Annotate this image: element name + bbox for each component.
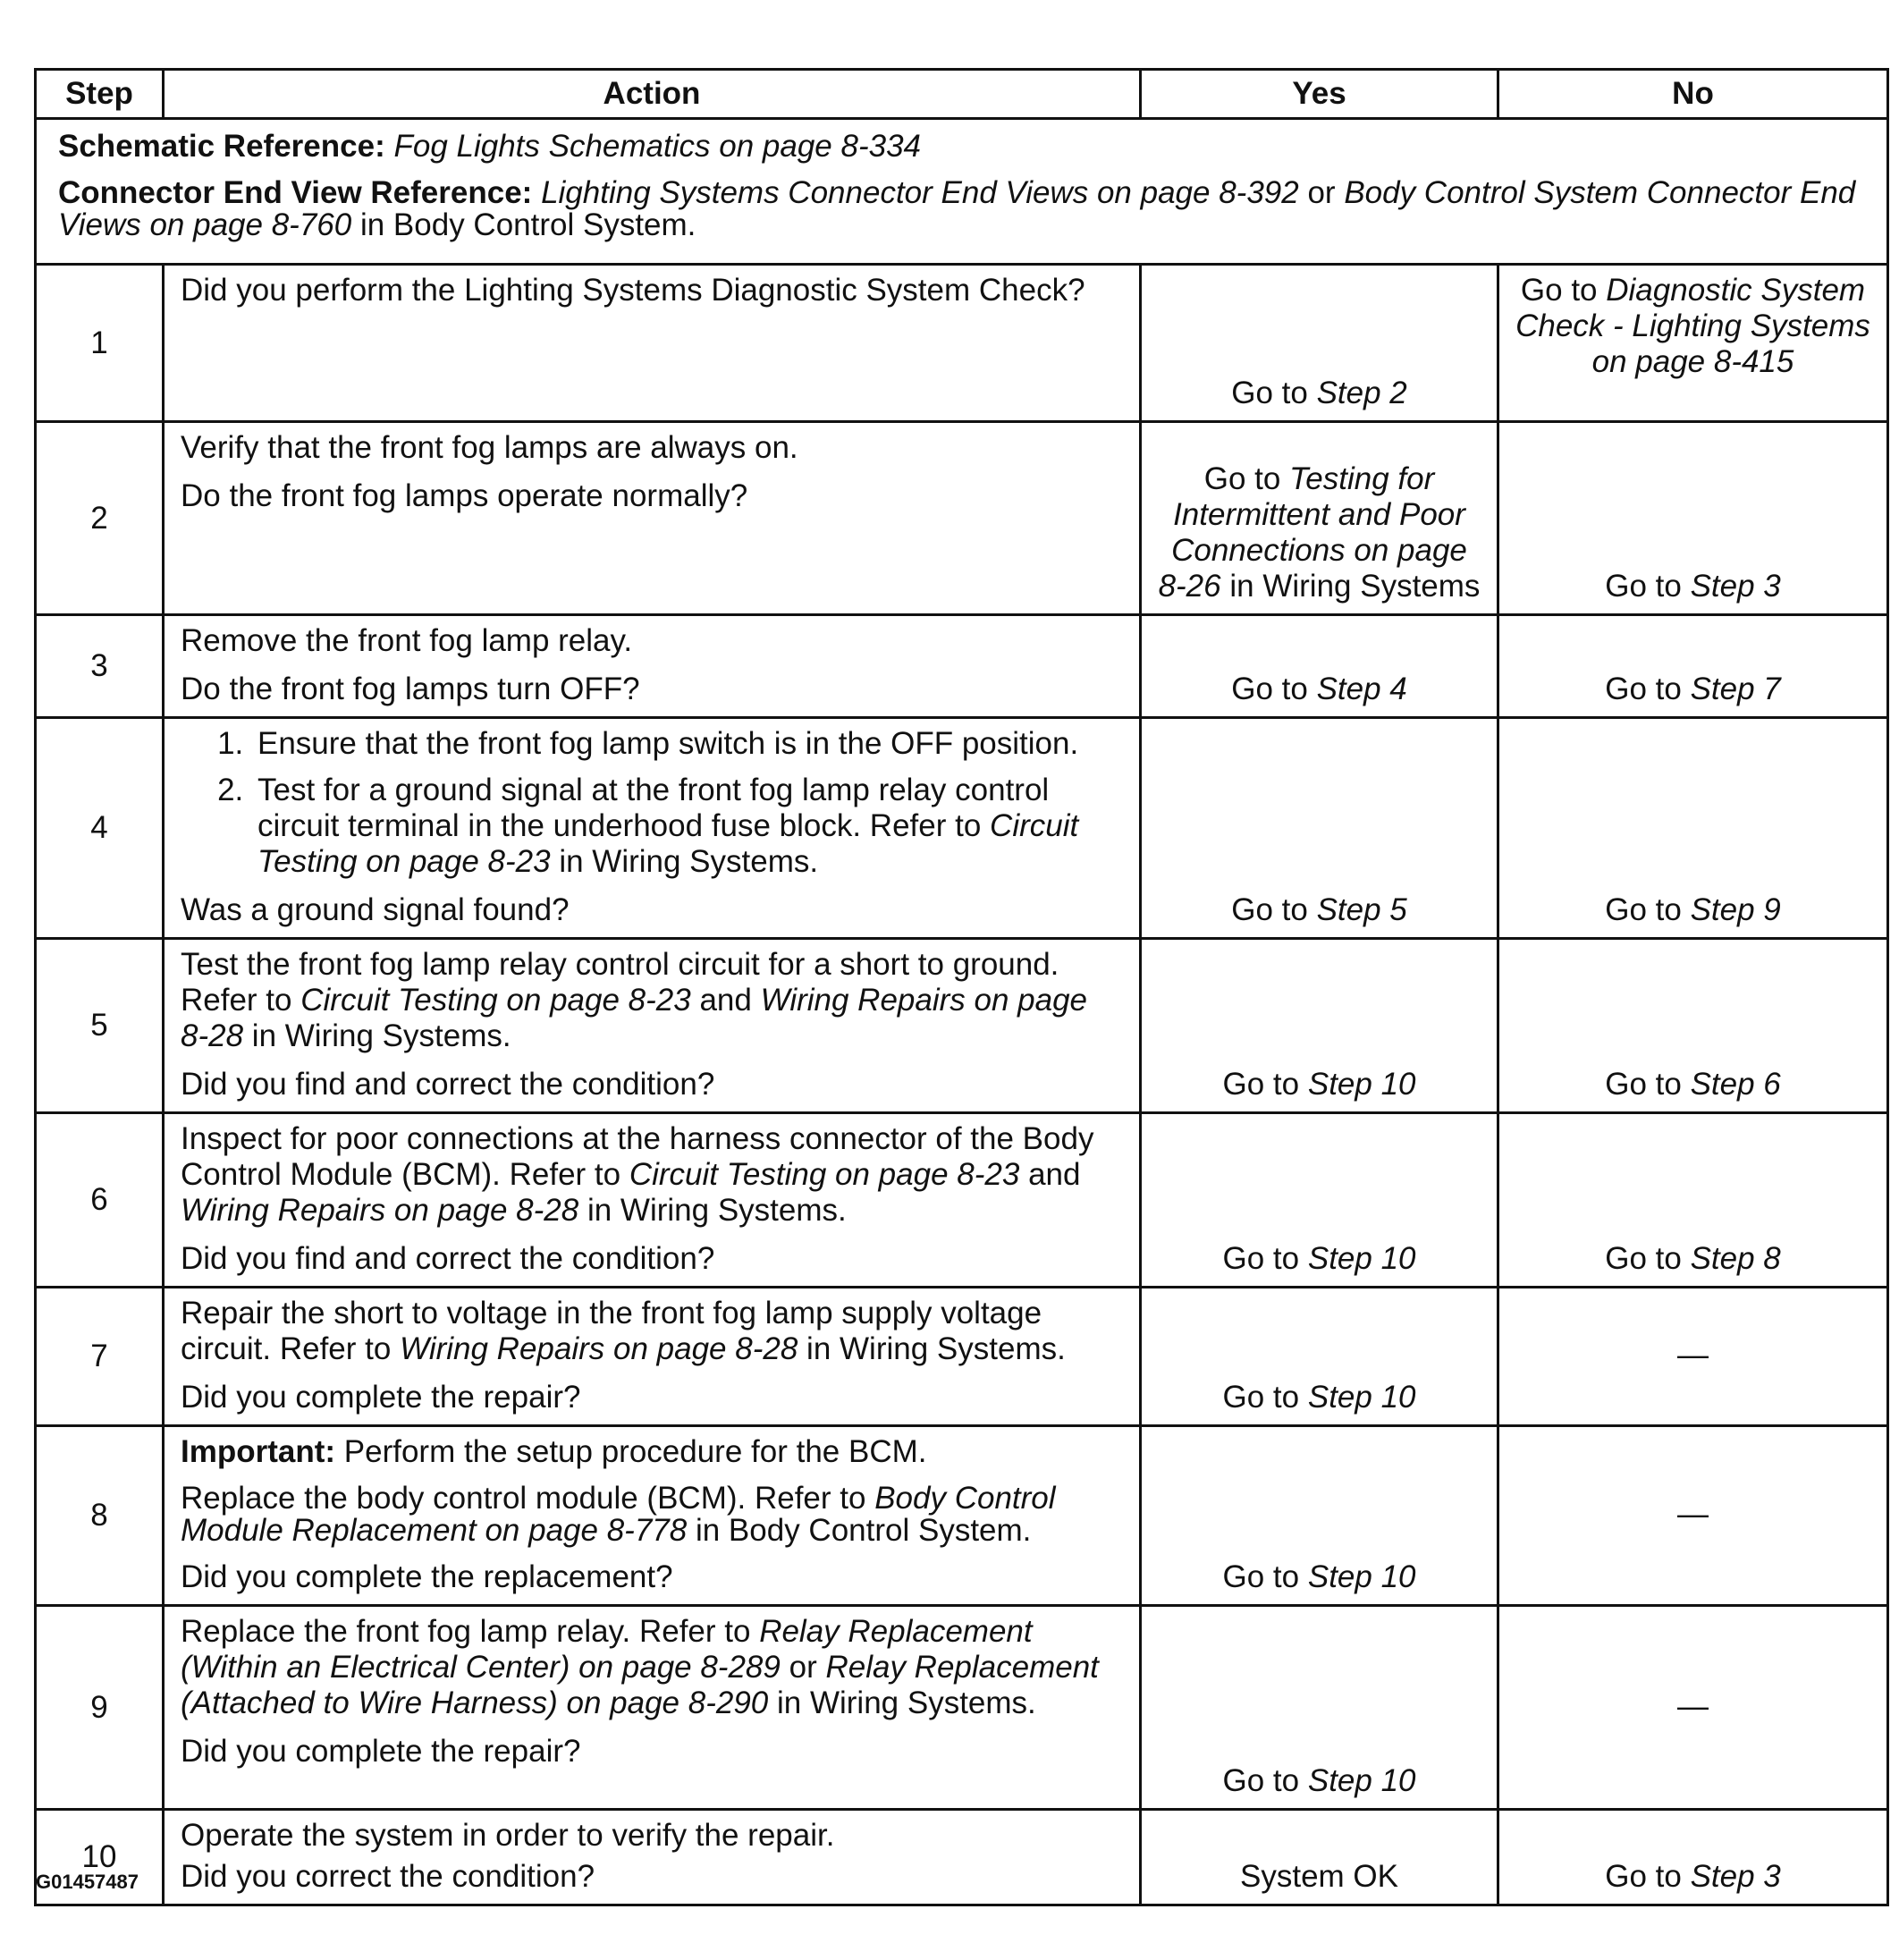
yes-prefix: Go to: [1222, 1763, 1300, 1798]
connector-link-2[interactable]: Body Control System Connector End Views on page 8-760: [58, 175, 1856, 242]
action-cell: [164, 265, 1141, 422]
table-row: [36, 422, 1888, 615]
diagnostic-table-container: [34, 68, 1886, 1906]
action-question: Did you perform the Lighting Systems Diagnostic System Check?: [181, 273, 1085, 308]
important-label: Important:: [181, 1434, 336, 1469]
no-cell: [1498, 1426, 1888, 1606]
action-steps-list: [181, 726, 1123, 880]
yes-prefix: Go to: [1222, 1559, 1300, 1594]
schematic-label: Schematic Reference:: [58, 129, 385, 164]
header-action: Action: [164, 70, 1141, 119]
table-row: [36, 265, 1888, 422]
yes-link[interactable]: Step 10: [1307, 1380, 1416, 1415]
no-cell: [1498, 265, 1888, 422]
no-prefix: Go to: [1605, 1067, 1682, 1102]
yes-cell: [1141, 939, 1498, 1113]
yes-prefix: Go to: [1203, 461, 1281, 496]
header-step: Step: [36, 70, 164, 119]
action-text-part: in Wiring Systems.: [806, 1331, 1066, 1366]
yes-link[interactable]: Step 4: [1316, 672, 1407, 706]
action-link[interactable]: Wiring Repairs on page 8-28: [400, 1331, 798, 1366]
action-question: Do the front fog lamps turn OFF?: [181, 672, 640, 706]
yes-cell: [1141, 1113, 1498, 1288]
yes-cell: [1141, 1606, 1498, 1810]
schematic-link[interactable]: Fog Lights Schematics on page 8-334: [393, 129, 921, 164]
action-question: Did you correct the condition?: [181, 1859, 595, 1894]
connector-or: or: [1307, 175, 1336, 210]
action-link[interactable]: Body Control Module Replacement on page 8-778: [181, 1481, 1056, 1548]
reference-cell: [36, 119, 1888, 265]
no-link[interactable]: Step 7: [1690, 672, 1781, 706]
no-prefix: Go to: [1520, 273, 1598, 308]
list-item: 1. Ensure that the front fog lamp switch is in the OFF position.: [252, 726, 1123, 762]
action-text: [181, 947, 1123, 1054]
no-cell: [1498, 939, 1888, 1113]
yes-prefix: Go to: [1222, 1241, 1300, 1276]
yes-link[interactable]: Step 10: [1307, 1241, 1416, 1276]
yes-link[interactable]: Step 10: [1307, 1067, 1416, 1102]
no-cell: [1498, 1810, 1888, 1905]
step-number: 4: [36, 718, 164, 939]
yes-prefix: Go to: [1231, 892, 1308, 927]
list-item: [252, 773, 1123, 880]
connector-tail: in Body Control System.: [359, 207, 696, 242]
action-cell: [164, 718, 1141, 939]
yes-link[interactable]: Step 10: [1307, 1559, 1416, 1594]
action-question: Did you complete the repair?: [181, 1734, 581, 1769]
no-cell: [1498, 1288, 1888, 1426]
action-cell: [164, 615, 1141, 718]
step-number: 6: [36, 1113, 164, 1288]
action-question: Did you find and correct the condition?: [181, 1241, 715, 1276]
yes-cell: [1141, 422, 1498, 615]
action-cell: [164, 939, 1141, 1113]
action-link[interactable]: Wiring Repairs on page 8-28: [181, 1193, 579, 1228]
action-question: Did you complete the repair?: [181, 1380, 581, 1415]
action-link[interactable]: Wiring Repairs on page 8-28: [181, 983, 1088, 1053]
action-text-part: in Body Control System.: [695, 1513, 1032, 1548]
yes-cell: [1141, 265, 1498, 422]
schematic-reference: [58, 129, 1869, 165]
action-text-part: Repair the short to voltage in the front fog lamp supply voltage circuit. Refer to: [181, 1296, 1042, 1366]
yes-cell: [1141, 615, 1498, 718]
action-text-part: in Wiring Systems.: [251, 1018, 511, 1053]
list-item-text: Test for a ground signal at the front fog lamp relay control circuit terminal in the underhood fuse block. Refer to: [257, 773, 1050, 843]
no-link[interactable]: Step 6: [1690, 1067, 1781, 1102]
diagnostic-table: [34, 68, 1889, 1906]
important-text: Perform the setup procedure for the BCM.: [343, 1434, 927, 1469]
no-prefix: Go to: [1605, 672, 1682, 706]
step-number: 7: [36, 1288, 164, 1426]
connector-reference: [58, 177, 1869, 241]
important-note: [181, 1434, 1123, 1470]
no-dash: —: [1677, 1688, 1709, 1724]
action-question: Did you find and correct the condition?: [181, 1067, 715, 1102]
action-link[interactable]: Circuit Testing on page 8-23: [300, 983, 691, 1018]
action-text: Remove the front fog lamp relay.: [181, 623, 633, 658]
step-number: 8: [36, 1426, 164, 1606]
table-row: [36, 1606, 1888, 1810]
figure-id: G01457487: [36, 1871, 139, 1893]
action-text-part: in Wiring Systems.: [587, 1193, 847, 1228]
step-number: 2: [36, 422, 164, 615]
table-row: [36, 1810, 1888, 1905]
no-link[interactable]: Step 9: [1690, 892, 1781, 927]
no-cell: [1498, 615, 1888, 718]
action-cell: [164, 422, 1141, 615]
yes-suffix: in Wiring Systems: [1229, 569, 1481, 604]
no-dash: —: [1677, 1497, 1709, 1532]
no-dash: —: [1677, 1338, 1709, 1373]
no-cell: [1498, 1113, 1888, 1288]
action-cell: [164, 1288, 1141, 1426]
action-text: [181, 1296, 1123, 1367]
step-number: 3: [36, 615, 164, 718]
action-text-part: or: [789, 1650, 817, 1685]
yes-link[interactable]: Step 10: [1307, 1763, 1416, 1798]
action-text: [181, 1483, 1123, 1547]
action-cell: [164, 1606, 1141, 1810]
action-text: [181, 1121, 1123, 1229]
action-link[interactable]: Circuit Testing on page 8-23: [629, 1157, 1020, 1192]
no-link[interactable]: Step 3: [1690, 569, 1781, 604]
yes-link[interactable]: Step 5: [1316, 892, 1407, 927]
no-cell: [1498, 718, 1888, 939]
yes-link[interactable]: Step 2: [1316, 376, 1407, 410]
action-text: Verify that the front fog lamps are always on.: [181, 430, 798, 465]
action-text-part: Test the front fog lamp relay control circuit for a short to ground. Refer to: [181, 947, 1059, 1018]
action-cell: [164, 1426, 1141, 1606]
yes-cell: [1141, 1426, 1498, 1606]
connector-label: Connector End View Reference:: [58, 175, 533, 210]
action-text-part: and: [699, 983, 752, 1018]
yes-prefix: Go to: [1222, 1067, 1300, 1102]
action-text-part: in Wiring Systems.: [777, 1685, 1036, 1720]
step-number: 10: [36, 1810, 164, 1905]
yes-cell: [1141, 718, 1498, 939]
header-yes: Yes: [1141, 70, 1498, 119]
no-prefix: Go to: [1605, 1241, 1682, 1276]
header-row: [36, 70, 1888, 119]
step-number: 5: [36, 939, 164, 1113]
table-row: [36, 1113, 1888, 1288]
yes-prefix: Go to: [1222, 1380, 1300, 1415]
action-cell: [164, 1113, 1141, 1288]
connector-link-1[interactable]: Lighting Systems Connector End Views on page 8-392: [541, 175, 1299, 210]
table-row: [36, 1288, 1888, 1426]
action-text-part: Replace the front fog lamp relay. Refer to: [181, 1614, 751, 1649]
action-link[interactable]: Relay Replacement (Within an Electrical Center) on page 8-289: [181, 1614, 1033, 1685]
action-text: Operate the system in order to verify the repair.: [181, 1818, 835, 1853]
yes-prefix: Go to: [1231, 376, 1308, 410]
action-question: Was a ground signal found?: [181, 892, 570, 927]
header-no: No: [1498, 70, 1888, 119]
action-link[interactable]: Relay Replacement (Attached to Wire Harness) on page 8-290: [181, 1650, 1099, 1720]
no-prefix: Go to: [1605, 1859, 1682, 1894]
table-row: [36, 615, 1888, 718]
no-link[interactable]: Step 3: [1690, 1859, 1781, 1894]
action-text-part: and: [1028, 1157, 1081, 1192]
step-number: 9: [36, 1606, 164, 1810]
list-item-link[interactable]: Circuit Testing on page 8-23: [257, 808, 1079, 879]
yes-cell: [1141, 1288, 1498, 1426]
action-text-part: Inspect for poor connections at the harness connector of the Body Control Module (BCM). Refer to: [181, 1121, 1094, 1192]
yes-cell: [1141, 1810, 1498, 1905]
action-text: [181, 1614, 1123, 1721]
table-row: [36, 718, 1888, 939]
no-cell: [1498, 422, 1888, 615]
no-cell: [1498, 1606, 1888, 1810]
action-question: Do the front fog lamps operate normally?: [181, 478, 748, 513]
no-link[interactable]: Diagnostic System Check - Lighting Systems on page 8-415: [1515, 273, 1870, 379]
list-item-suffix: in Wiring Systems.: [559, 844, 819, 879]
step-number: 1: [36, 265, 164, 422]
yes-prefix: Go to: [1231, 672, 1308, 706]
table-row: [36, 939, 1888, 1113]
table-row: [36, 1426, 1888, 1606]
action-question: Did you complete the replacement?: [181, 1559, 673, 1594]
reference-row: [36, 119, 1888, 265]
yes-link[interactable]: Testing for Intermittent and Poor Connections on page 8-26: [1158, 461, 1467, 604]
action-cell: [164, 1810, 1141, 1905]
no-prefix: Go to: [1605, 569, 1682, 604]
no-prefix: Go to: [1605, 892, 1682, 927]
yes-text: System OK: [1240, 1859, 1398, 1894]
no-link[interactable]: Step 8: [1690, 1241, 1781, 1276]
action-text-part: Replace the body control module (BCM). Refer to: [181, 1481, 866, 1516]
